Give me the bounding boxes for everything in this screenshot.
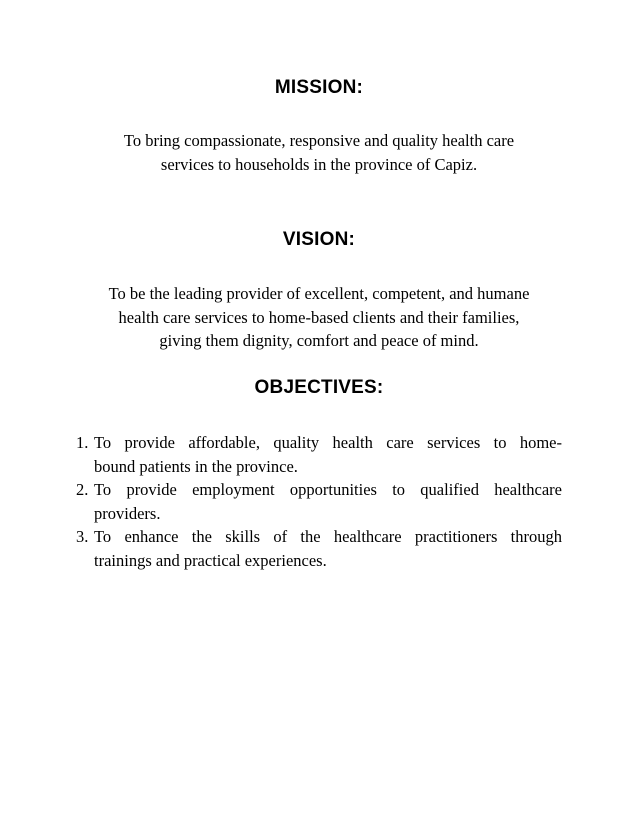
vision-line: To be the leading provider of excellent, competent, and humane [108, 284, 530, 303]
objectives-list [76, 431, 562, 572]
objective-line: bound patients in the province. [94, 456, 298, 476]
vision-line: giving them dignity, comfort and peace of mind. [159, 331, 479, 350]
objective-line: providers. [94, 503, 161, 523]
mission-line: services to households in the province of Capiz. [160, 154, 478, 174]
objectives-heading: OBJECTIVES: [254, 377, 384, 398]
objective-number: 3. [76, 527, 89, 546]
mission-line: To bring compassionate, responsive and quality health care [123, 131, 515, 150]
objective-line: To provide affordable, quality health care services to home- [94, 433, 562, 452]
objective-line: To provide employment opportunities to qualified healthcare [94, 480, 562, 499]
objective-number: 1. [76, 433, 89, 452]
objective-line: trainings and practical experiences. [94, 550, 327, 570]
objective-item [76, 431, 562, 478]
vision-line: health care services to home-based clients and their families, [118, 307, 520, 327]
objective-item [76, 478, 562, 525]
objective-item [76, 525, 562, 572]
objective-line: To enhance the skills of the healthcare practitioners through [94, 527, 562, 546]
mission-statement [0, 129, 638, 176]
vision-heading: VISION: [282, 229, 356, 250]
objective-number: 2. [76, 480, 89, 499]
mission-heading: MISSION: [274, 77, 364, 98]
vision-statement [0, 282, 638, 353]
